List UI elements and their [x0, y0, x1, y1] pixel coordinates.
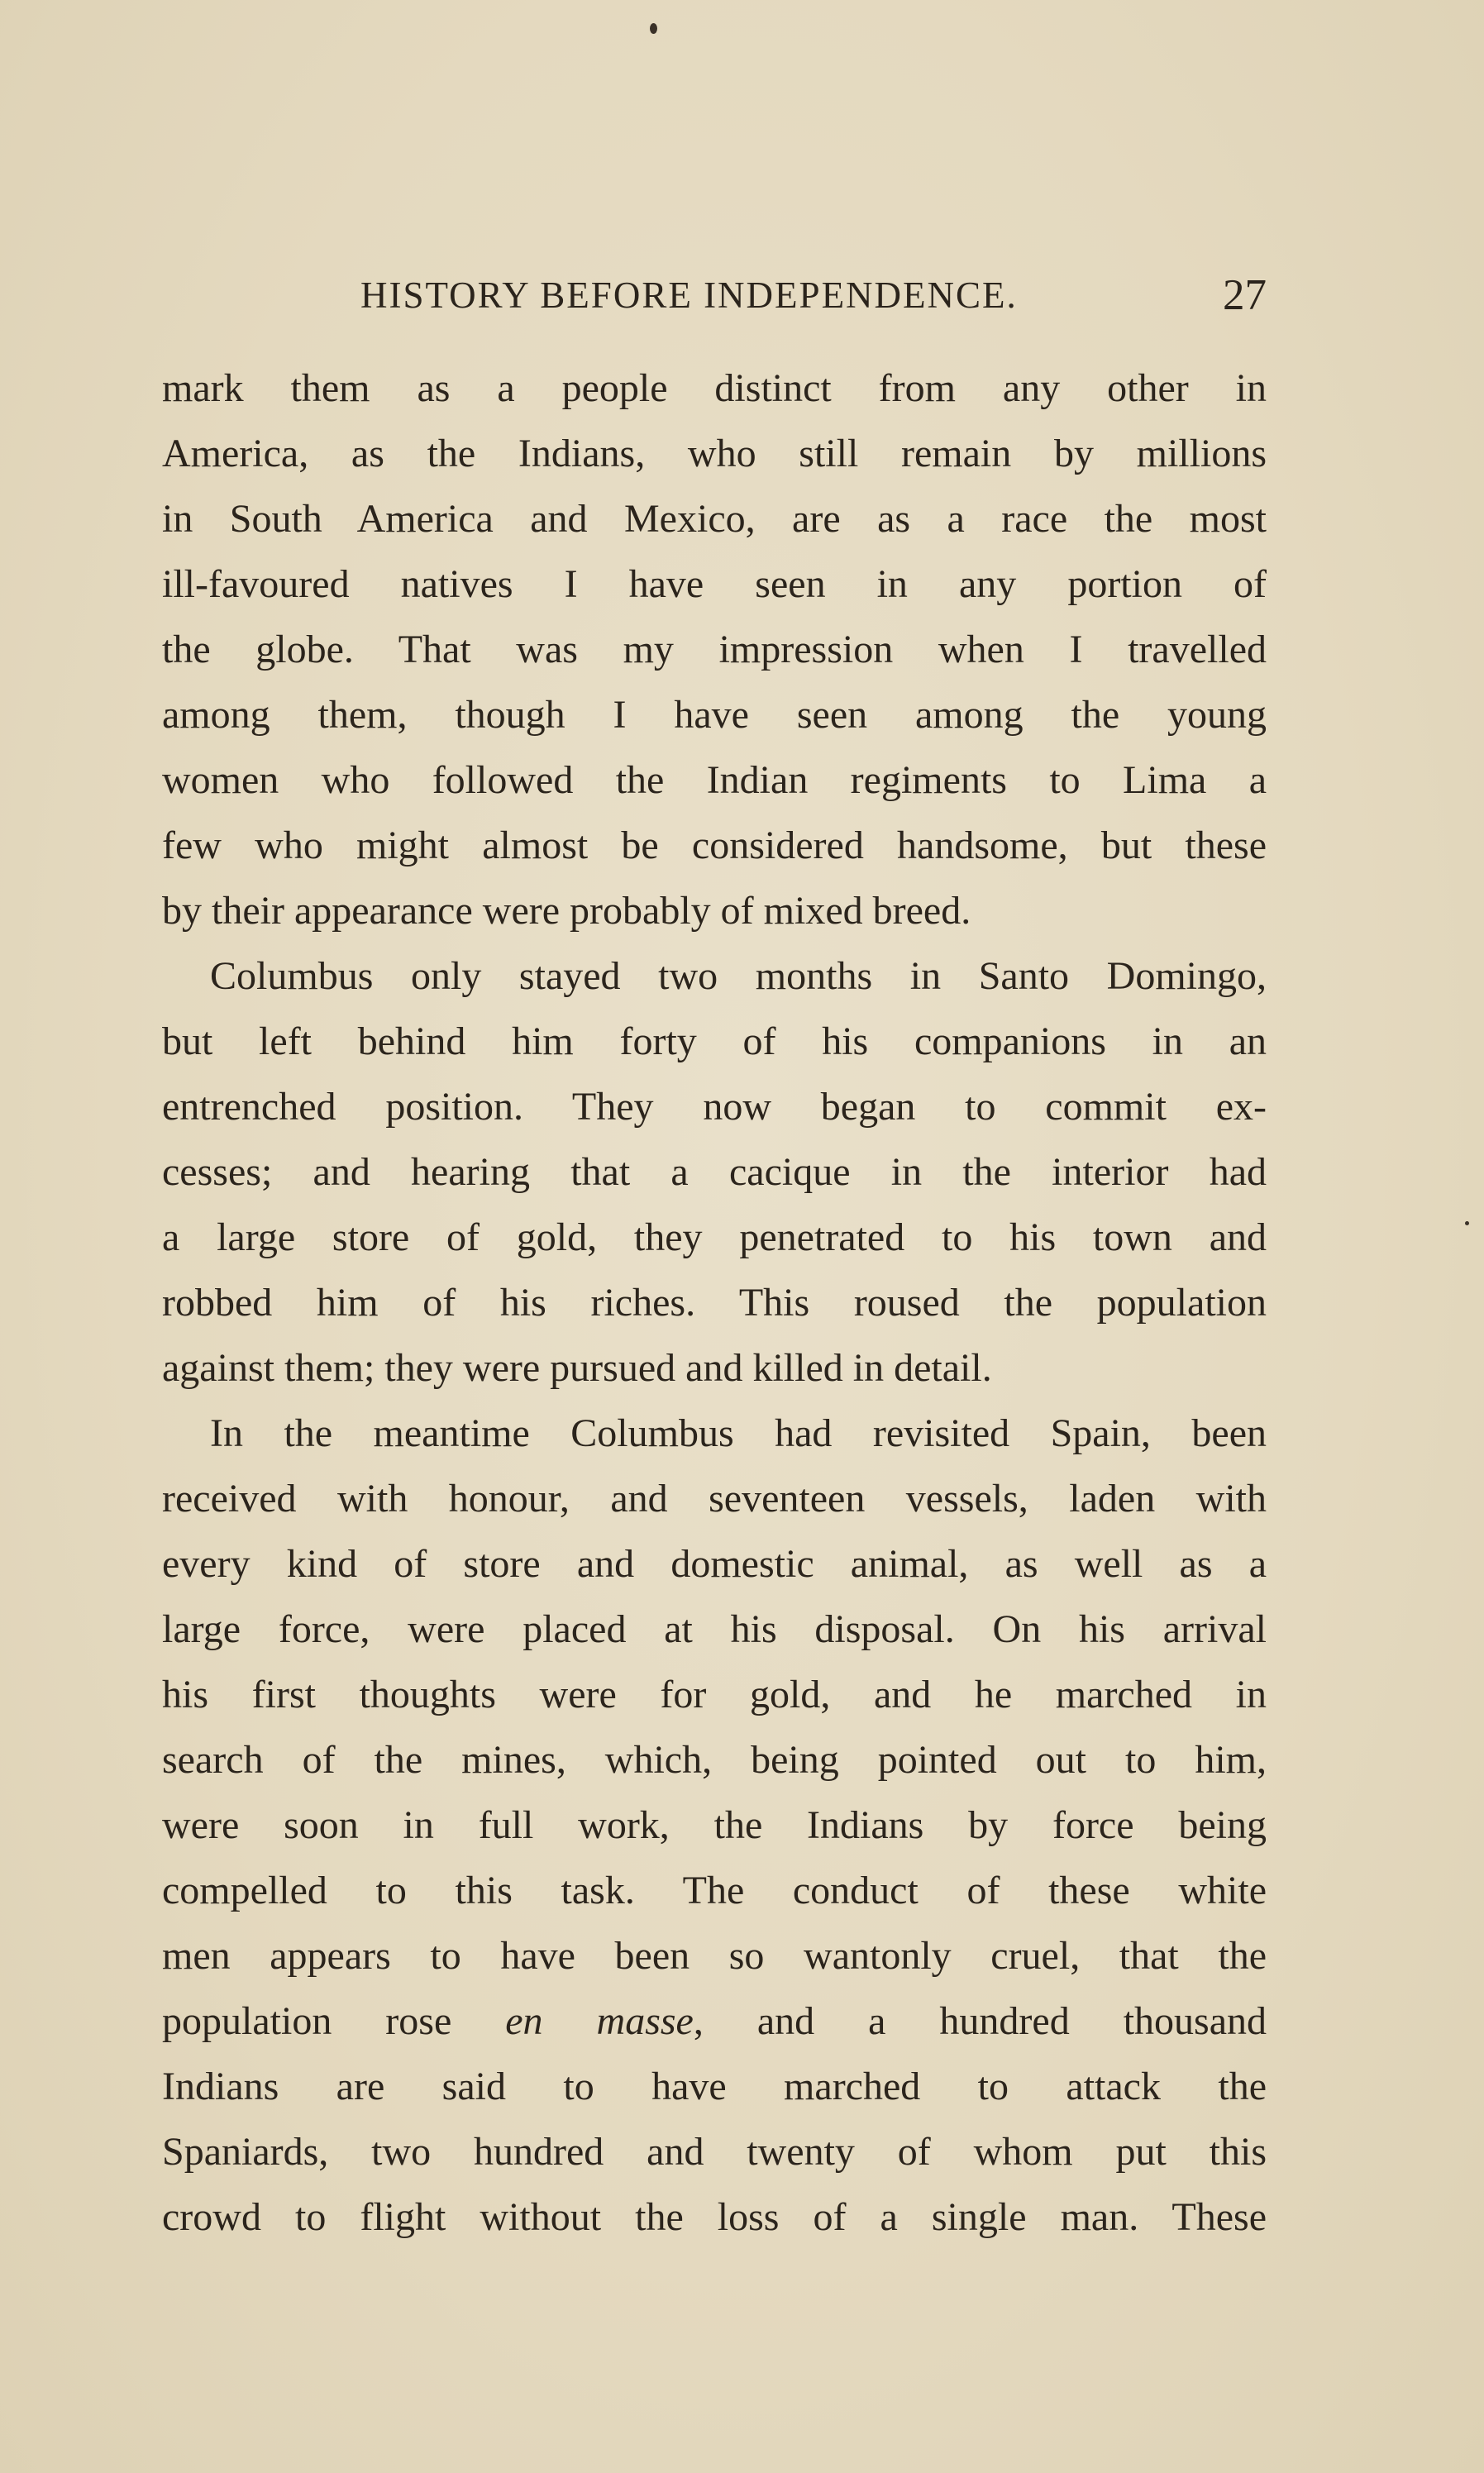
text-line: a large store of gold, they penetrated to his town and: [162, 1215, 1267, 1259]
body-text: [162, 356, 1267, 2250]
text-line: few who might almost be considered handsome, but these: [162, 824, 1267, 867]
text-line: men appears to have been so wantonly cruel, that the: [162, 1934, 1267, 1978]
text-line: among them, though I have seen among the young: [162, 693, 1267, 737]
text-line: Indians are said to have marched to attack the: [162, 2065, 1267, 2108]
text-segment: , and a hundred thousand: [693, 1999, 1267, 2043]
text-line: in South America and Mexico, are as a race the most: [162, 497, 1267, 541]
text-line: Columbus only stayed two months in Santo Domingo,: [210, 954, 1267, 998]
text-line: were soon in full work, the Indians by force being: [162, 1803, 1267, 1847]
text-line: the globe. That was my impression when I travelled: [162, 628, 1267, 671]
ink-speck: [1465, 1221, 1469, 1225]
running-head: [162, 266, 1267, 324]
text-line: America, as the Indians, who still remain by millions: [162, 432, 1267, 475]
text-line: entrenched position. They now began to commit ex-: [162, 1085, 1267, 1129]
text-line: against them; they were pursued and killed in detail.: [162, 1346, 992, 1390]
text-line: In the meantime Columbus had revisited Spain, been: [210, 1411, 1267, 1455]
italic-phrase: en masse: [505, 1999, 694, 2043]
text-line: crowd to flight without the loss of a single man. These: [162, 2195, 1267, 2239]
text-segment: population rose: [162, 1999, 506, 2043]
text-line: mark them as a people distinct from any other in: [162, 366, 1267, 410]
text-line: cesses; and hearing that a cacique in the interior had: [162, 1150, 1267, 1194]
ink-speck: [650, 23, 657, 34]
text-line: his first thoughts were for gold, and he marched in: [162, 1673, 1267, 1716]
page-number: 27: [1223, 271, 1267, 319]
text-line: by their appearance were probably of mixed breed.: [162, 889, 971, 933]
text-line: [162, 1988, 1267, 2054]
text-line: search of the mines, which, being pointed out to him,: [162, 1738, 1267, 1782]
running-title: HISTORY BEFORE INDEPENDENCE.: [360, 275, 1018, 316]
text-line: but left behind him forty of his companions in an: [162, 1019, 1267, 1063]
text-line: compelled to this task. The conduct of these white: [162, 1869, 1267, 1912]
text-line: Spaniards, two hundred and twenty of whom put this: [162, 2130, 1267, 2174]
text-line: women who followed the Indian regiments to Lima a: [162, 758, 1267, 802]
text-line: every kind of store and domestic animal, as well as a: [162, 1542, 1267, 1586]
text-line: robbed him of his riches. This roused the population: [162, 1281, 1267, 1325]
text-line: received with honour, and seventeen vessels, laden with: [162, 1477, 1267, 1521]
text-line: ill-favoured natives I have seen in any portion of: [162, 562, 1267, 606]
text-line: large force, were placed at his disposal. On his arrival: [162, 1607, 1267, 1651]
